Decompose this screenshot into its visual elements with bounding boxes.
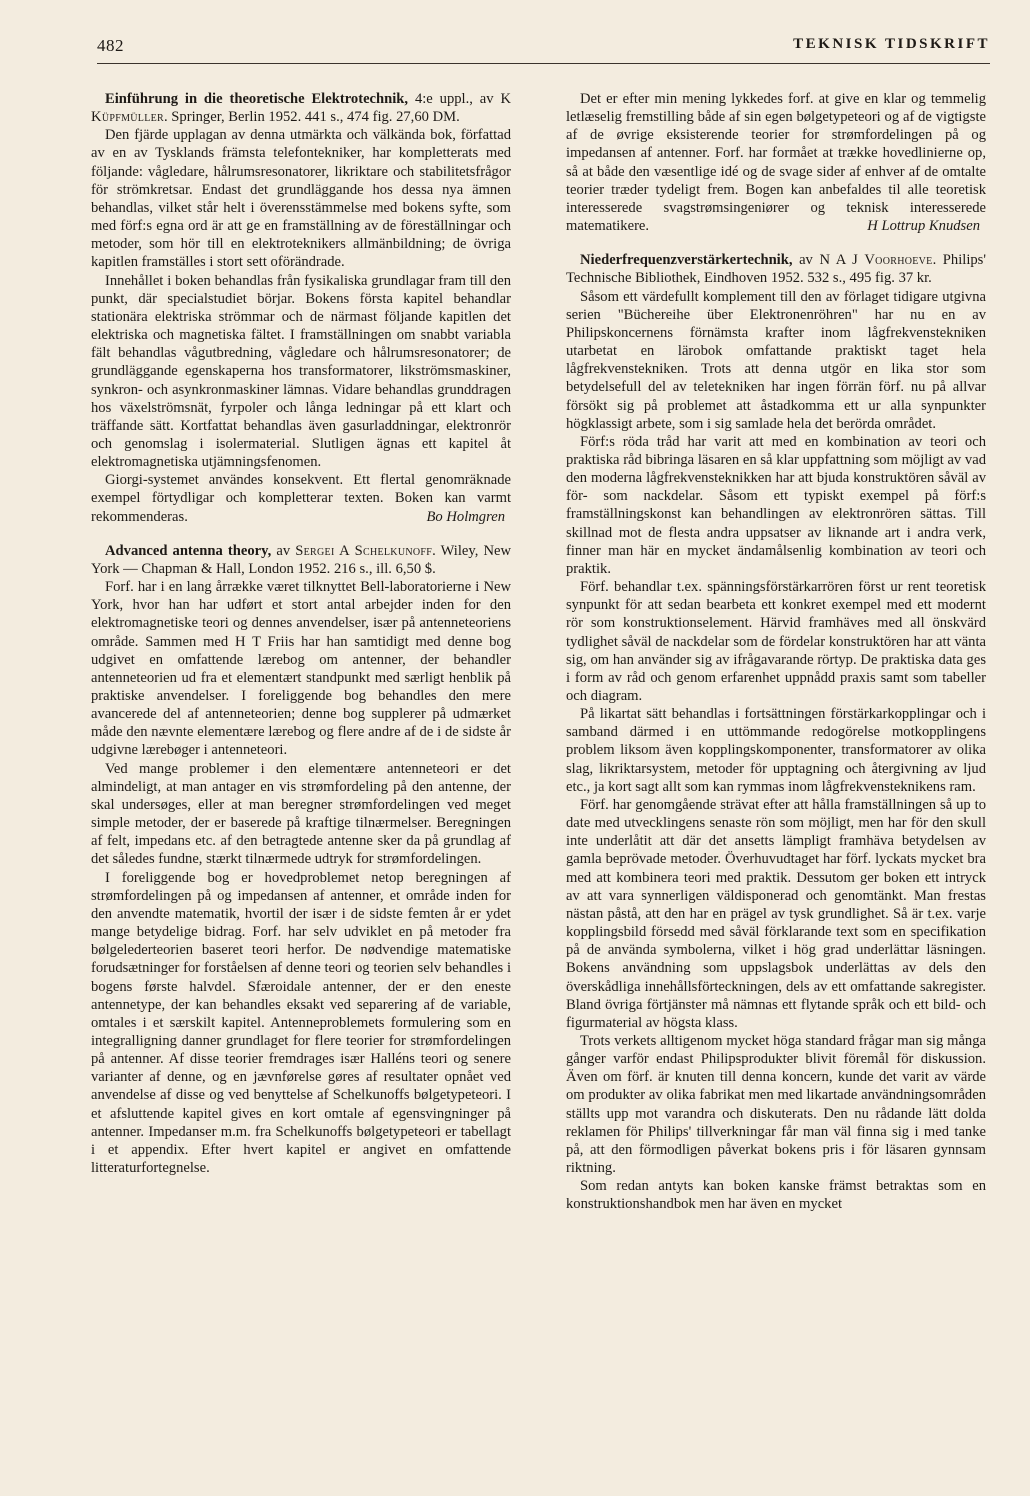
book-title: Advanced antenna theory, <box>105 542 272 559</box>
paragraph-text: Giorgi-systemet användes konsekvent. Ett flertal genomräknade exempel förtydligar och kompletterar texten. Boken kan varmt rekommenderas. <box>91 472 511 525</box>
paragraph: Den fjärde upplagan av denna utmärkta och välkända bok, författad av en av Tysklands främsta telefontekniker, har kompletterats med följande: vågledare, hålrumsresonatorer, likriktare och stabilitetsfrågor för strömkretsar. Endast det grundläggande hos dessa nya ämnen behandlas, vilket står helt i överensstämmelse med bokens syfte, som med förf:s egna ord är att ge en framställning av de föreställningar och metoder, som hör till en elektroteknikers allmänbildning; de övriga kapitlen framställes i stort sett oförändrade. <box>91 127 511 271</box>
page-number: 482 <box>97 36 124 55</box>
page-header <box>97 36 990 58</box>
book-meta: av N A J <box>792 252 865 269</box>
paragraph: Såsom ett värdefullt komplement till den av förlaget tidigare utgivna serien "Büchereihe über Elektronenröhren" har nu en av Philipskoncernens förnämsta krafter inom lågfrekvenstekniken utarbetat en lärobok omfattande praktiskt taget hela lågfrekvenstekniken. Trots att denna utgör en lika stor som betydelsefull del av teletekniken har ingen förrän förf. nu på allvar försökt sig på problemet att åstadkomma ett ur alla synpunkter högklassigt arbete, som i sig samlade hela det berörda området. <box>566 288 986 432</box>
paragraph: Förf:s röda tråd har varit att med en kombination av teori och praktiska råd bibringa läsaren en så klar uppfattning som möjligt av vad den moderna lågfrekvensteknikken har att bjuda konstruktören såväl av för- som nackdelar. Såsom ett typiskt exempel på förf:s framställningskonst kan behandlingen av elektronrören sättas. Till skillnad mot de flesta andra uppsatser av liknande art i andra verk, finner man här en mycket ändamålsenlig kombination av teori och praktik. <box>566 433 986 577</box>
paragraph: Innehållet i boken behandlas från fysikaliska grundlagar fram till den punkt, där specialstudiet börjar. Bokens första kapitel behandlar stationära elektriska strömmar och de närmast följande kapitlen det elektriska och magnetiska fältet. I framställningen om snabbt variabla fält behandlas vågutbredning, vågledare och hålrumsresonatorer; de grundläggande egenskaperna hos transformatorer, likströmsmaskiner, synkron- och asynkronmaskiner lämnas. Vidare behandlas grunddragen hos växelströmsnät, fyrpoler och långa ledningar på ett klart och träffande sätt. Kortfattat behandlas även gasurladdningar, elektronrör och genomslag i isolermaterial. Slutligen ägnas ett kapitel åt elektromagnetiska utjämningsfenomen. <box>91 272 511 471</box>
paragraph: Förf. behandlar t.ex. spänningsförstärkarrören först ur rent teoretisk synpunkt för att sedan bearbeta ett konkret exempel med ett modernt rör som konstruktionselement. Härvid framhäves med all önskvärd tydlighet såväl de nackdelar som de fördelar konstruktören har att vänta sig, om han använder sig av ifrågavarande rörtyp. De praktiska data ges i form av råd och genom erfarenhet uppnådd praxis samt som tabeller och diagram. <box>566 579 986 704</box>
paragraph: Som redan antyts kan boken kanske främst betraktas som en konstruktionshandbok men har även en mycket <box>566 1178 986 1213</box>
left-column <box>91 90 511 1177</box>
header-rule <box>97 63 990 64</box>
review-antenna-theory-continued <box>566 90 986 235</box>
reviewer-signature: Bo Holmgren <box>426 508 505 525</box>
review-heading <box>91 90 511 126</box>
book-meta: . Springer, Berlin 1952. 441 s., 474 fig. 27,60 DM. <box>164 109 460 126</box>
book-meta: av <box>271 542 296 559</box>
reviewer-signature: H Lottrup Knudsen <box>867 218 980 235</box>
review-antenna-theory <box>91 542 511 1177</box>
book-title: Einführung in die theoretische Elektrotechnik, <box>105 91 409 107</box>
book-title: Niederfrequenzverstärkertechnik, <box>580 252 793 269</box>
review-elektrotechnik <box>91 90 511 526</box>
book-author: Küpfmüller <box>91 109 164 126</box>
review-niederfrequenz <box>566 251 986 1213</box>
paragraph: Trots verkets alltigenom mycket höga standard frågar man sig många gånger varför endast Philipsprodukter blivit föremål för diskussion. Även om förf. är knuten till denna koncern, kunde det varit av värde om produkter av olika fabrikat men med likartade användningsområden ställts upp mot varandra och diskuterats. Den nu rådande lätt dolda reklamen för Philips' tillverkningar får man väl finna sig i med tanke på, att den förmodligen påverkat bokens pris i för läsaren gynnsam riktning. <box>566 1032 986 1177</box>
paragraph: Förf. har genomgående strävat efter att hålla framställningen så up to date med utvecklingens senaste rön som möjligt, men har för den skull inte underlåtit att där det ansetts lämpligt framhäva betydelsen av gamla beprövade metoder. Överhuvudtaget har förf. lyckats mycket bra med att kombinera teori med praktik. Dessutom ger boken ett intryck av att vara synnerligen väldisponerad och genomtänkt. Man frestas nästan påstå, att den har en prägel av tysk grundlighet. Så är t.ex. varje kopplingsbild försedd med såväl förklarande text som en specifikation på de använda symbolerna, vilket i hög grad underlättar läsningen. Bokens användning som uppslagsbok underlättas av dels den överskådliga innehållsförteckningen, dels av ett omfattande sakregister. Bland övriga förtjänster må nämnas ett flytande språk och ett bild- och figurmaterial av högsta klass. <box>566 796 986 1031</box>
right-column <box>566 90 986 1214</box>
book-meta: . Philips' Technische Bibliothek, Eindhoven 1952. 532 s., 495 fig. 37 kr. <box>566 252 986 287</box>
book-author: Voorhoeve <box>864 252 933 269</box>
paragraph: I foreliggende bog er hovedproblemet netop beregningen af strømfordelingen på og impedansen af antenner, et område inden for den anvendte matematik, hvortil der især i de sidste femten år er ydet mange betydelige bidrag. Forf. har selv udviklet en på metoder fra bølgelederteorien baseret teori herfor. De nødvendige matematiske forudsætninger for forståelsen af denne teori og teorien selv behandles i bogens første halvdel. Sfæroidale antenner, der er den eneste antennetype, der kan behandles eksakt ved separering af de variable, omtales i et særskilt kapitel. Antenneproblemets formulering som en integralligning danner grundlaget for flere teorier for strømfordelingen på antenner. Af disse teorier fremdrages især Halléns teori og senere varianter af denne, og en jævnførelse gøres af resultater opnået ved anvendelse af disse og ved benyttelse af Schelkunoffs bølgetypeteori. I et afsluttende kapitel gives en kort omtale af egensvingninger på antenner. Impedanser m.m. fra Schelkunoffs bølgetypeteori er tabellagt i et appendix. Efter hvert kapitel er angivet en omfattende litteraturfortegnelse. <box>91 869 511 1177</box>
journal-title: TEKNISK TIDSKRIFT <box>793 36 990 52</box>
book-meta: 4:e uppl., av K <box>408 91 511 107</box>
paragraph: Forf. har i en lang årrække været tilknyttet Bell-laboratorierne i New York, hvor han har udført et stort antal arbejder inden for den elektromagnetiske teori og dennes anvendelser, især på antenneteoriens område. Sammen med H T Friis har han samtidigt med denne bog udgivet en omfattende lærebog om antenner, der behandler antenneteorien ud fra et elementært standpunkt med særligt henblik på praktiske anvendelser. I foreliggende bog behandles den mere avancerede del af antenneteorien; denne bog supplerer på udmærket måde den nævnte elementære lærebog og flere andre af de i de sidste år udgivne lærebøger i antenneteori. <box>91 579 511 759</box>
paragraph: På likartat sätt behandlas i fortsättningen förstärkarkopplingar och i samband därmed i en uttömmande redogörelse motkopplingens problem liksom även kopplingskomponenter, transformatorer av olika slag, likriktarsystem, metoder för upptagning och återgivning av ljud etc., ja kort sagt allt som kan rymmas inom lågfrekvensteknikens ram. <box>566 706 986 795</box>
paragraph <box>91 471 511 525</box>
paragraph: Ved mange problemer i den elementære antenneteori er det almindeligt, at man antager en vis strømfordeling på den antenne, der skal undersøges, eller at man beregner strømfordelingen ved meget simple metoder, der er baserede på kraftige tilnærmelser. Beregningen af felt, impedans etc. af den betragtede antenne sker da på grundlag af det således fundne, stærkt tilnærmede udtryk for strømfordelingen. <box>91 760 511 868</box>
book-author: Sergei A Schelkunoff <box>295 542 433 559</box>
paragraph <box>566 90 986 235</box>
review-heading <box>91 542 511 578</box>
review-heading <box>566 251 986 287</box>
book-meta: . Wiley, New York — Chapman & Hall, London 1952. 216 s., ill. 6,50 $. <box>91 542 511 577</box>
paragraph-text: Det er efter min mening lykkedes forf. at give en klar og temmelig letlæselig fremstilling både af sin egen bølgetypeteori og af de vigtigste af de øvrige eksisterende teorier for strømfordelingen på og impedansen af antenner. Forf. har formået at trække hovedlinierne op, så at både den væsentlige idé og de svage sider af enhver af de omtalte teorier træder tydeligt frem. Bogen kan anbefaldes til alle teoretisk interesserede svagstrømsingeniører og teknisk interesserede matematikere. <box>566 91 986 235</box>
